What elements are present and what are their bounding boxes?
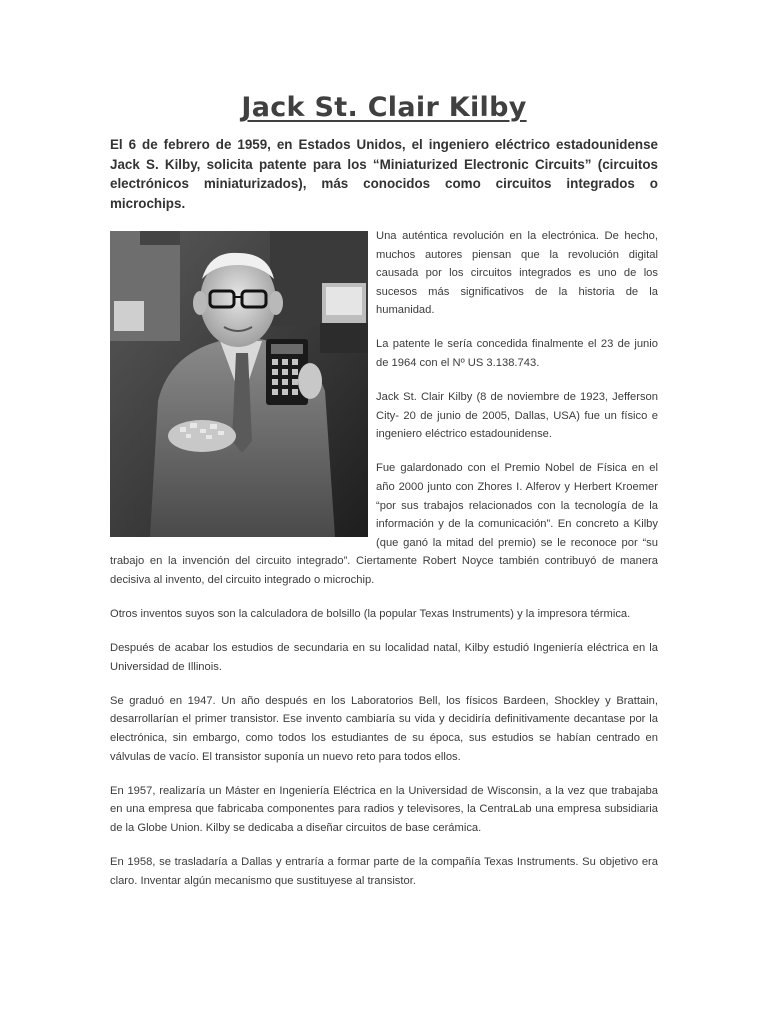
document-page: [110, 92, 658, 906]
lead-paragraph: El 6 de febrero de 1959, en Estados Unidos, el ingeniero eléctrico estadounidense Jack S. Kilby, solicita patente para los “Miniaturized Electronic Circuits” (circuitos electrónicos miniaturizados), más conocidos como circuitos integrados o microchips.: [110, 137, 658, 211]
document-title: Jack St. Clair Kilby: [241, 92, 527, 123]
paragraph-transistor: Se graduó en 1947. Un año después en los Laboratorios Bell, los físicos Bardeen, Shockley y Brattain, desarrollarían el primer transistor. Ese invento cambiaría su vida y decidiría definitivamente decantase por la electrónica, sin embargo, como todos los estudiantes de su época, sus estudios se habían centrado en válvulas de vacío. El transistor suponía un nuevo reto para todos ellos.: [110, 694, 658, 763]
paragraph-patent: La patente le sería concedida finalmente el 23 de junio de 1964 con el Nº US 3.138.743.: [376, 338, 658, 370]
paragraph-studies: Después de acabar los estudios de secundaria en su localidad natal, Kilby estudió Ingeniería eléctrica en la Universidad de Illinois.: [110, 642, 658, 673]
paragraph-biography: Jack St. Clair Kilby (8 de noviembre de 1923, Jefferson City- 20 de junio de 2005, Dallas, USA) fue un físico e ingeniero eléctrico estadounidense.: [376, 391, 658, 441]
paragraph-inventions: Otros inventos suyos son la calculadora de bolsillo (la popular Texas Instruments) y la impresora térmica.: [110, 608, 631, 621]
paragraph-wisconsin: En 1957, realizaría un Máster en Ingeniería Eléctrica en la Universidad de Wisconsin, a la vez que trabajaba en una empresa que fabricaba componentes para radios y televisores, la CentraLab una empresa subsidiaria de la Globe Union. Kilby se dedicaba a diseñar circuitos de base cerámica.: [110, 784, 658, 834]
paragraph-dallas: En 1958, se trasladaría a Dallas y entraría a formar parte de la compañía Texas Instruments. Su objetivo era claro. Inventar algún mecanismo que sustituyese al transistor.: [110, 856, 658, 887]
kilby-photo: [110, 231, 368, 537]
photo-illustration: [110, 231, 368, 537]
paragraph-revolution: Una auténtica revolución en la electrónica. De hecho, muchos autores piensan que la revolución digital causada por los circuitos integrados es uno de los sucesos más significativos de la historia de la humanidad.: [376, 230, 658, 317]
paragraph-nobel: Fue galardonado con el Premio Nobel de Física en el año 2000 junto con Zhores I. Alferov y Herbert Kroemer “por sus trabajos relacionados con la tecnología de la información y de la comunicación”. En concreto a Kilby (que ganó la mitad del premio) se le reconoce por “su trabajo en la invención del circuito integrado”. Ciertamente Robert Noyce también contribuyó de manera decisiva al invento, del circuito integrado o microchip.: [110, 462, 658, 586]
